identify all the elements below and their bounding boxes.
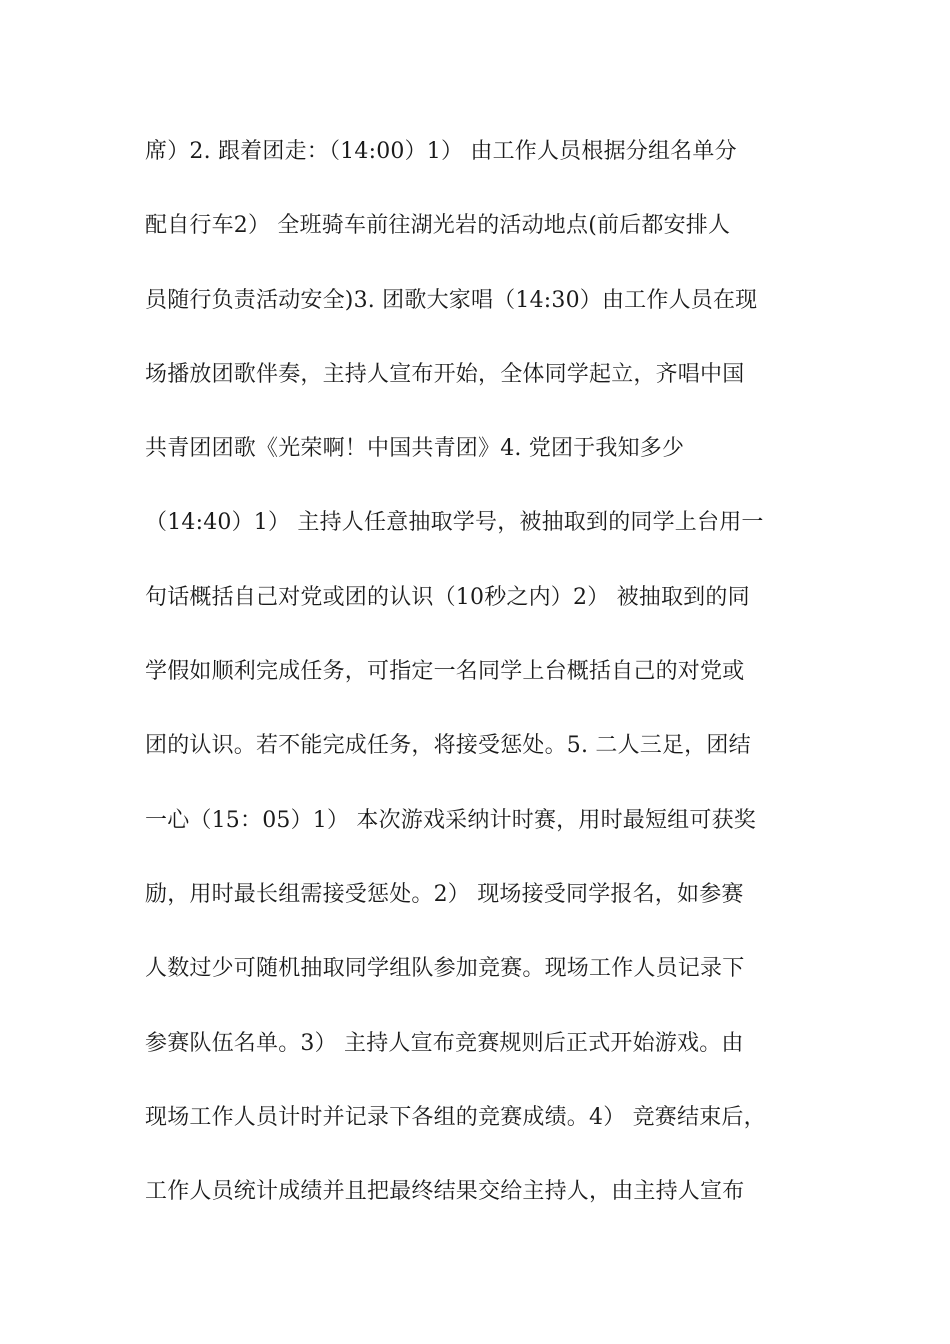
text-line: 共青团团歌《光荣啊！中国共青团》4. 党团于我知多少	[145, 436, 685, 462]
text-line: 现场工作人员计时并记录下各组的竞赛成绩。4） 竞赛结束后，	[145, 1104, 766, 1130]
text-line: 工作人员统计成绩并且把最终结果交给主持人，由主持人宣布	[145, 1179, 745, 1205]
text-line: 一心（15：05）1） 本次游戏采纳计时赛，用时最短组可获奖	[145, 807, 756, 833]
text-line: 学假如顺利完成任务，可指定一名同学上台概括自己的对党或	[145, 659, 745, 685]
text-line: （14:40）1） 主持人任意抽取学号，被抽取到的同学上台用一	[145, 510, 764, 536]
text-line: 员随行负责活动安全)3. 团歌大家唱（14:30）由工作人员在现	[145, 287, 758, 313]
text-line: 人数过少可随机抽取同学组队参加竞赛。现场工作人员记录下	[145, 956, 745, 982]
text-line: 句话概括自己对党或团的认识（10秒之内）2） 被抽取到的同	[145, 584, 750, 610]
text-line: 励，用时最长组需接受惩处。2） 现场接受同学报名，如参赛	[145, 881, 744, 907]
text-line: 席）2. 跟着团走：（14:00）1） 由工作人员根据分组名单分	[145, 139, 737, 164]
body-text	[145, 128, 825, 1242]
text-line: 场播放团歌伴奏，主持人宣布开始，全体同学起立，齐唱中国	[145, 361, 745, 387]
text-line: 配自行车2） 全班骑车前往湖光岩的活动地点(前后都安排人	[145, 213, 731, 239]
text-line: 团的认识。若不能完成任务，将接受惩处。5. 二人三足，团结	[145, 733, 751, 759]
text-line: 参赛队伍名单。3） 主持人宣布竞赛规则后正式开始游戏。由	[145, 1030, 744, 1056]
